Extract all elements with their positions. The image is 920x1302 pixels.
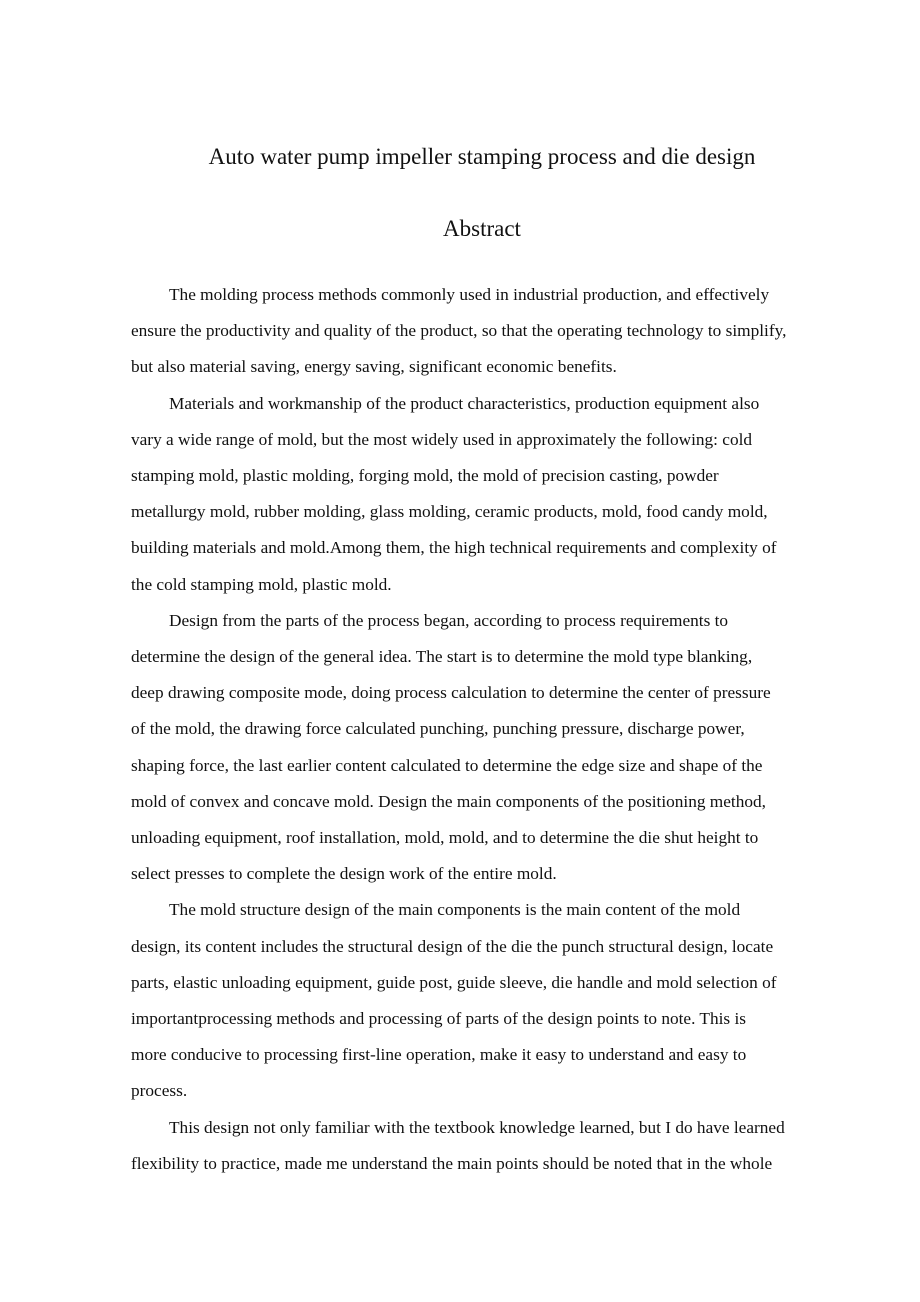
text-line: flexibility to practice, made me understand the main points should be noted that in the whole: [131, 1153, 773, 1173]
text-line: vary a wide range of mold, but the most widely used in approximately the following: cold: [131, 429, 753, 449]
document-title: Auto water pump impeller stamping process and die design: [208, 144, 756, 169]
abstract-body: [131, 277, 843, 1182]
paragraph-5: [131, 1110, 843, 1182]
text-line: This design not only familiar with the textbook knowledge learned, but I do have learned: [169, 1117, 785, 1137]
text-line: importantprocessing methods and processing of parts of the design points to note. This is: [131, 1009, 747, 1029]
text-line: Design from the parts of the process began, according to process requirements to: [169, 610, 729, 630]
text-line: building materials and mold.Among them, the high technical requirements and complexity of: [131, 538, 777, 558]
text-line: process.: [131, 1081, 188, 1101]
section-heading-abstract: Abstract: [443, 216, 521, 241]
text-line: deep drawing composite mode, doing process calculation to determine the center of pressure: [131, 683, 771, 703]
paragraph-3: [131, 603, 843, 893]
text-line: The molding process methods commonly used in industrial production, and effectively: [169, 285, 770, 304]
text-line: stamping mold, plastic molding, forging mold, the mold of precision casting, powder: [131, 466, 719, 486]
text-line: shaping force, the last earlier content calculated to determine the edge size and shape of the: [131, 755, 763, 775]
text-line: determine the design of the general idea. The start is to determine the mold type blanking,: [131, 647, 753, 667]
text-line: The mold structure design of the main components is the main content of the mold: [169, 900, 741, 920]
text-line: but also material saving, energy saving, significant economic benefits.: [131, 357, 617, 377]
text-line: the cold stamping mold, plastic mold.: [131, 574, 392, 594]
text-line: design, its content includes the structural design of the die the punch structural design, locate: [131, 936, 774, 956]
text-line: parts, elastic unloading equipment, guide post, guide sleeve, die handle and mold selection of: [131, 972, 777, 992]
text-line: mold of convex and concave mold. Design the main components of the positioning method,: [131, 791, 766, 811]
text-line: select presses to complete the design work of the entire mold.: [131, 864, 557, 884]
paragraph-2: [131, 386, 843, 603]
text-line: ensure the productivity and quality of the product, so that the operating technology to simplify,: [131, 321, 787, 341]
text-line: Materials and workmanship of the product characteristics, production equipment also: [169, 393, 760, 413]
text-line: metallurgy mold, rubber molding, glass molding, ceramic products, mold, food candy mold,: [131, 502, 768, 522]
paragraph-1: [131, 277, 843, 386]
paragraph-4: [131, 892, 843, 1109]
text-line: more conducive to processing first-line operation, make it easy to understand and easy to: [131, 1045, 747, 1065]
text-line: unloading equipment, roof installation, mold, mold, and to determine the die shut height to: [131, 828, 759, 848]
text-line: of the mold, the drawing force calculated punching, punching pressure, discharge power,: [131, 719, 745, 739]
